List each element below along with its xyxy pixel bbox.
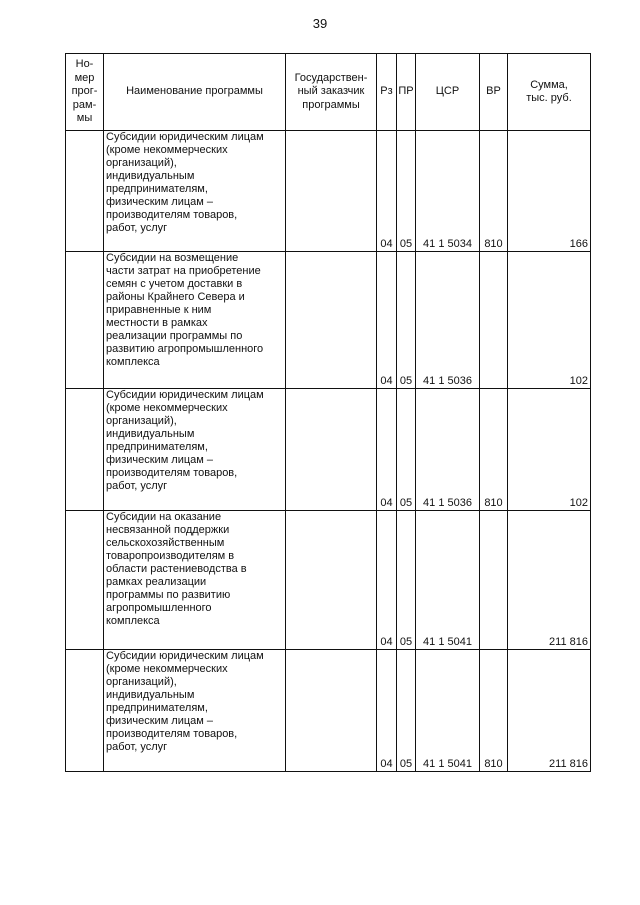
rz-code: 04 xyxy=(377,131,397,252)
header-name: Наименование программы xyxy=(104,54,286,131)
table-row xyxy=(66,650,591,772)
csr-code: 41 1 5036 xyxy=(416,252,480,389)
pr-code: 05 xyxy=(397,389,416,511)
sum-value: 102 xyxy=(508,389,591,511)
table-row xyxy=(66,131,591,252)
program-number xyxy=(66,650,104,772)
page-number: 39 xyxy=(312,16,328,31)
rz-code: 04 xyxy=(377,650,397,772)
pr-code: 05 xyxy=(397,511,416,650)
header-rz: Рз xyxy=(377,54,397,131)
header-row xyxy=(66,54,591,131)
program-customer xyxy=(286,131,377,252)
vr-code: 810 xyxy=(480,389,508,511)
sum-value: 211 816 xyxy=(508,650,591,772)
header-csr: ЦСР xyxy=(416,54,480,131)
program-number xyxy=(66,389,104,511)
table-row xyxy=(66,389,591,511)
pr-code: 05 xyxy=(397,650,416,772)
vr-code: 810 xyxy=(480,131,508,252)
header-number: Но- мер прог- рам- мы xyxy=(66,54,104,131)
pr-code: 05 xyxy=(397,252,416,389)
pr-code: 05 xyxy=(397,131,416,252)
header-sum: Сумма, тыс. руб. xyxy=(508,54,591,131)
program-name: Субсидии юридическим лицам (кроме некоммерческих организаций), индивидуальным предпринимателям, физическим лицам – производителям товаров, работ, услуг xyxy=(104,389,286,511)
rz-code: 04 xyxy=(377,252,397,389)
program-name: Субсидии юридическим лицам (кроме некоммерческих организаций), индивидуальным предпринимателям, физическим лицам – производителям товаров, работ, услуг xyxy=(104,131,286,252)
program-name: Субсидии юридическим лицам (кроме некоммерческих организаций), индивидуальным предпринимателям, физическим лицам – производителям товаров, работ, услуг xyxy=(104,650,286,772)
header-vr: ВР xyxy=(480,54,508,131)
sum-value: 102 xyxy=(508,252,591,389)
budget-table xyxy=(65,53,591,772)
sum-value: 166 xyxy=(508,131,591,252)
rz-code: 04 xyxy=(377,511,397,650)
program-customer xyxy=(286,511,377,650)
program-customer xyxy=(286,389,377,511)
csr-code: 41 1 5041 xyxy=(416,511,480,650)
vr-code: 810 xyxy=(480,650,508,772)
program-name: Субсидии на возмещение части затрат на приобретение семян с учетом доставки в районы Крайнего Севера и приравненные к ним местности в рамках реализации программы по развитию агропромышленного комплекса xyxy=(104,252,286,389)
table-row xyxy=(66,252,591,389)
csr-code: 41 1 5036 xyxy=(416,389,480,511)
program-number xyxy=(66,252,104,389)
sum-value: 211 816 xyxy=(508,511,591,650)
program-customer xyxy=(286,650,377,772)
table-row xyxy=(66,511,591,650)
header-pr: ПР xyxy=(397,54,416,131)
csr-code: 41 1 5041 xyxy=(416,650,480,772)
vr-code xyxy=(480,252,508,389)
program-number xyxy=(66,511,104,650)
rz-code: 04 xyxy=(377,389,397,511)
program-name: Субсидии на оказание несвязанной поддержки сельскохозяйственным товаропроизводителям в области растениеводства в рамках реализации программы по развитию агропромышленного комплекса xyxy=(104,511,286,650)
program-number xyxy=(66,131,104,252)
csr-code: 41 1 5034 xyxy=(416,131,480,252)
program-customer xyxy=(286,252,377,389)
vr-code xyxy=(480,511,508,650)
header-customer: Государствен- ный заказчик программы xyxy=(286,54,377,131)
